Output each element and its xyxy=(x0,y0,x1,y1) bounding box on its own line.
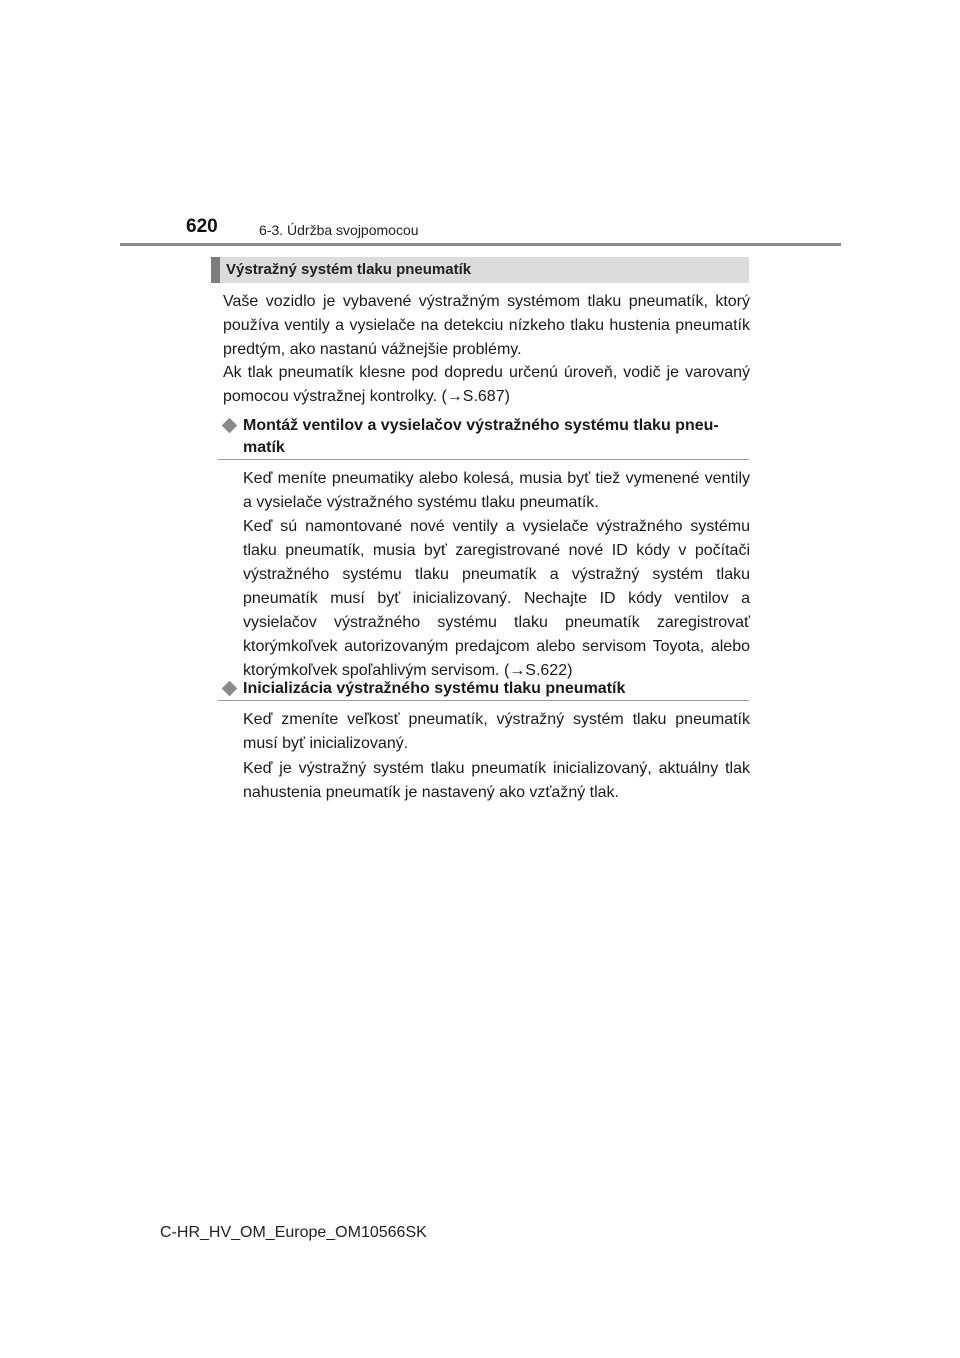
diamond-bullet-icon xyxy=(222,681,238,697)
section2-title: Inicializácia výstražného systému tlaku pneumatík xyxy=(243,680,626,697)
header-rule xyxy=(120,243,841,246)
section1-rule xyxy=(218,459,749,460)
intro-paragraph-2: Ak tlak pneumatík klesne pod dopredu určenú úroveň, vodič je varovaný pomocou výstražnej kontrolky. (→S.687) xyxy=(223,364,750,405)
section1-title-line2: matík xyxy=(243,439,285,456)
page-number: 620 xyxy=(186,216,218,237)
section2-rule xyxy=(218,700,749,701)
section1-paragraph-1: Keď meníte pneumatiky alebo kolesá, musia byť tiež vymenené ventily a vysielače výstražného systému tlaku pneumatík. xyxy=(243,470,750,511)
footer-document-code: C-HR_HV_OM_Europe_OM10566SK xyxy=(160,1224,427,1241)
section2-paragraph-1: Keď zmeníte veľkosť pneumatík, výstražný systém tlaku pneumatík musí byť inicializovaný. xyxy=(243,711,750,752)
intro-paragraph-1: Vaše vozidlo je vybavené výstražným systémom tlaku pneumatík, ktorý používa ventily a vysielače na detekciu nízkeho tlaku hustenia pneumatík predtým, ako nastanú vážnejšie problémy. xyxy=(223,293,750,358)
section-header: 6-3. Údržba svojpomocou xyxy=(259,222,419,238)
diamond-bullet-icon xyxy=(222,418,238,434)
section2-paragraph-2: Keď je výstražný systém tlaku pneumatík inicializovaný, aktuálny tlak nahustenia pneumatík je nastavený ako vzťažný tlak. xyxy=(243,760,750,801)
section1-title-line1: Montáž ventilov a vysielačov výstražného systému tlaku pneu- xyxy=(243,417,719,434)
page-title: Výstražný systém tlaku pneumatík xyxy=(211,257,749,283)
section1-paragraph-2: Keď sú namontované nové ventily a vysielače výstražného systému tlaku pneumatík, musia byť zaregistrované nové ID kódy v počítači výstražného systému tlaku pneumatík a výstražný systém tlaku pneumatík musí byť inicializovaný. Nechajte ID kódy ventilov a vysielačov výstražného systému tlaku pneumatík zaregistrovať ktorýmkoľvek autorizovaným predajcom alebo servisom Toyota, alebo ktorýmkoľvek spoľahlivým servisom. (→S.622) xyxy=(243,518,750,679)
